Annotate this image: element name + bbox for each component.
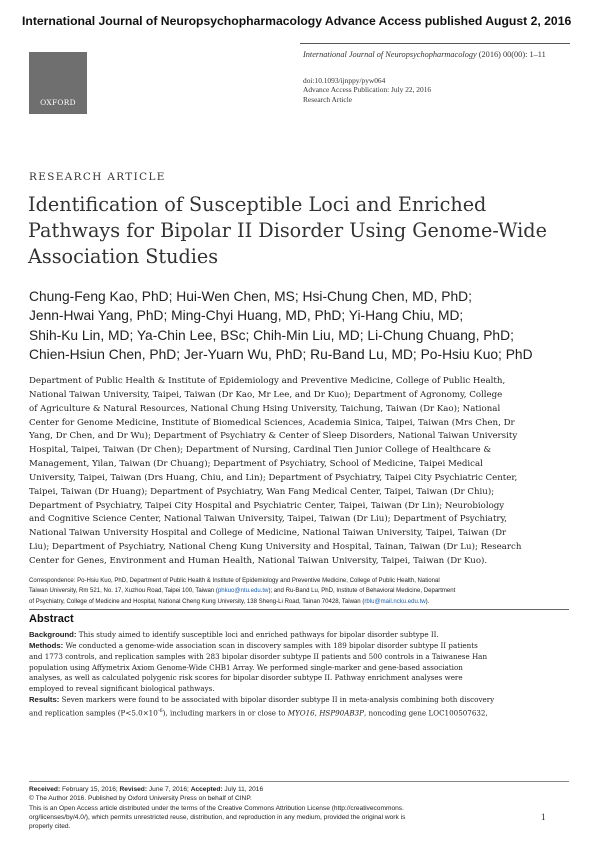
header-rule xyxy=(300,43,570,44)
results-label: Results: xyxy=(29,695,60,705)
author-line: Shih-Ku Lin, MD; Ya-Chin Lee, BSc; Chih-Min Liu, MD; Li-Chung Chuang, PhD; xyxy=(29,327,514,343)
results-text: and replication samples (P<5.0×10 xyxy=(29,708,158,718)
accepted-date: July 11, 2016 xyxy=(222,786,264,793)
footer-rule xyxy=(29,781,569,782)
publication-date: Advance Access Publication: July 22, 2016 xyxy=(303,85,432,95)
copyright-line: © The Author 2016. Published by Oxford University Press on behalf of CINP. xyxy=(29,795,252,803)
title-line: Association Studies xyxy=(28,245,219,268)
abstract-methods-line: employed to reveal significant biological pathways. xyxy=(29,684,215,694)
results-text: , xyxy=(314,708,320,718)
exponent: -6 xyxy=(157,707,163,714)
abstract-results-line xyxy=(29,706,571,719)
correspondence-line: Correspondence: Po-Hsiu Kuo, PhD, Department of Public Health & Institute of Epidemiology and Preventive Medicine, College of Public Health, National xyxy=(29,578,440,584)
doi[interactable]: doi:10.1093/ijnppy/pyw064 xyxy=(303,76,386,85)
received-date: February 15, 2016; xyxy=(60,786,120,793)
license-line: This is an Open Access article distributed under the terms of the Creative Commons Attribution License (http://creativecommons. xyxy=(29,804,404,812)
title-line: Identification of Susceptible Loci and Enriched xyxy=(28,193,487,216)
results-text: Seven markers were found to be associated with bipolar disorder subtype II in meta-analysis combining both discovery xyxy=(59,695,495,705)
gene-name: LOC100507632 xyxy=(428,708,486,718)
dates-line xyxy=(29,785,549,794)
abstract-methods-line: analyses, as well as calculated polygenic risk scores for bipolar disorder subtype II. Pathway enrichment analyses were xyxy=(29,673,463,683)
results-text: , noncoding gene xyxy=(363,708,429,718)
accepted-label: Accepted: xyxy=(190,786,223,793)
abstract-methods-line xyxy=(29,641,571,652)
journal-volume: (2016) 00(00): 1–11 xyxy=(478,50,546,59)
journal-name: International Journal of Neuropsychopharmacology xyxy=(303,50,477,59)
abstract-methods-line: and 1773 controls, and replication samples with 283 bipolar disorder subtype II patients and 500 controls in a Taiwanese Han xyxy=(29,651,488,661)
gene-name: HSP90AB3P xyxy=(319,708,364,718)
affiliation-line: Center for Genes, Environment and Human Health, National Taiwan University, Taipei, Taiwan (Dr Kuo). xyxy=(29,555,488,566)
correspondence-text: of Psychiatry, College of Medicine and Hospital, National Cheng Kung University, 138 Sheng-Li Road, Tainan 70428, Taiwan ( xyxy=(29,598,365,605)
affiliation-line: and Cognitive Science Center, National Taiwan University, Taipei, Taiwan (Dr Liu); Department of Psychiatry, xyxy=(29,514,508,525)
email-link-kuo[interactable]: phkuo@ntu.edu.tw xyxy=(217,588,269,595)
email-link-lu[interactable]: rblu@mail.ncku.edu.tw xyxy=(364,598,426,605)
abstract-heading: Abstract xyxy=(29,613,74,625)
author-line: Chung-Feng Kao, PhD; Hui-Wen Chen, MS; Hsi-Chung Chen, MD, PhD; xyxy=(29,289,472,304)
correspondence-text: ); and Ru-Band Lu, PhD, Institute of Behavioral Medicine, Department xyxy=(268,588,456,595)
affiliation-line: National Taiwan University, Taipei, Taiwan (Dr Kao, Mr Lee, and Dr Kuo); Department of Agronomy, College xyxy=(29,389,503,400)
abstract-methods-line: population using Affymetrix Axiom Genome-Wide CHB1 Array. We performed single-marker and gene-based association xyxy=(29,662,463,672)
title-line: Pathways for Bipolar II Disorder Using Genome-Wide xyxy=(28,219,547,242)
affiliation-line: Department of Public Health & Institute of Epidemiology and Preventive Medicine, College of Public Health, xyxy=(29,376,506,386)
affiliation-line: University, Taipei, Taiwan (Drs Huang, Chiu, and Lin); Department of Psychiatry, Taipei City Psychiatric Center, xyxy=(29,472,518,483)
affiliation-line: Liu); Department of Psychiatry, National Cheng Kung University and Hospital, Tainan, Taiwan (Dr Lu); Research xyxy=(29,542,522,553)
affiliation-line: Department of Psychiatry, Taipei City Hospital and Psychiatric Center, Taipei, Taiwan (Dr Lin); Neurobiology xyxy=(29,500,505,511)
license-line: properly cited. xyxy=(29,823,71,831)
author-list xyxy=(29,287,574,364)
correspondence-text: ). xyxy=(425,598,430,605)
affiliation-line: of Agriculture & Natural Resources, National Chung Hsing University, Taichung, Taiwan (Dr Kao); National xyxy=(29,403,501,414)
correspondence-line xyxy=(29,586,569,596)
page-number: 1 xyxy=(541,812,546,822)
affiliation-line: National Taiwan University Hospital and College of Medicine, National Taiwan University, Taipei, Taiwan (Dr xyxy=(29,528,507,539)
license-line: org/licenses/by/4.0/), which permits unrestricted reuse, distribution, and reproduction in any medium, provided the original work is xyxy=(29,813,406,821)
article-type: RESEARCH ARTICLE xyxy=(29,171,166,183)
revised-date: June 7, 2016; xyxy=(147,786,191,793)
correspondence-text: Taiwan University, Rm 521, No. 17, Xuzhou Road, Taipei 100, Taiwan ( xyxy=(29,588,218,595)
advance-access-banner: International Journal of Neuropsychopharmacology Advance Access published August 2, 2016 xyxy=(22,14,572,28)
results-text: , xyxy=(485,708,488,718)
methods-text: We conducted a genome-wide association scan in discovery samples with 189 bipolar disorder subtype II patients xyxy=(63,640,478,650)
gene-name: MYO16 xyxy=(287,708,315,718)
article-category: Research Article xyxy=(303,94,353,104)
revised-label: Revised: xyxy=(119,786,148,793)
received-label: Received: xyxy=(29,786,61,793)
methods-label: Methods: xyxy=(29,640,64,650)
abstract-body xyxy=(29,630,571,719)
abstract-top-rule xyxy=(29,609,569,610)
footer xyxy=(29,785,549,831)
affiliation-line: Taipei, Taiwan (Dr Huang); Department of Psychiatry, Wan Fang Medical Center, Taipei, Taiwan (Dr Chiu); xyxy=(29,486,495,497)
abstract-background xyxy=(29,630,571,641)
results-text: ), including markers in or close to xyxy=(162,708,288,718)
oxford-logo-text: OXFORD xyxy=(40,98,76,107)
affiliation-line: Center for Genome Medicine, Institute of Biomedical Sciences, Academia Sinica, Taipei, Taiwan (Mrs Chen, Dr xyxy=(29,417,515,428)
author-line: Jenn-Hwai Yang, PhD; Ming-Chyi Huang, MD, PhD; Yi-Hang Chiu, MD; xyxy=(29,308,464,324)
article-meta xyxy=(303,76,431,104)
background-text: This study aimed to identify susceptible loci and enriched pathways for bipolar disorder subtype II. xyxy=(76,630,439,639)
oxford-logo xyxy=(29,52,87,114)
correspondence xyxy=(29,576,569,607)
author-line: Chien-Hsiun Chen, PhD; Jer-Yuarn Wu, PhD; Ru-Band Lu, MD; Po-Hsiu Kuo; PhD xyxy=(29,346,533,362)
correspondence-line xyxy=(29,597,569,607)
affiliation-line: Hospital, Taipei, Taiwan (Dr Chen); Department of Nursing, Cardinal Tien Junior College of Healthcare & xyxy=(29,445,492,456)
abstract-results-line xyxy=(29,695,571,706)
article-title xyxy=(28,192,573,270)
affiliations xyxy=(29,375,569,569)
background-label: Background: xyxy=(29,630,77,639)
affiliation-line: Management, Yilan, Taiwan (Dr Chuang); Department of Psychiatry, School of Medicine, Taipei Medical xyxy=(29,459,483,470)
affiliation-line: Yang, Dr Chen, and Dr Wu); Department of Psychiatry & Center of Sleep Disorders, National Taiwan University xyxy=(29,431,518,442)
journal-citation xyxy=(303,50,546,59)
